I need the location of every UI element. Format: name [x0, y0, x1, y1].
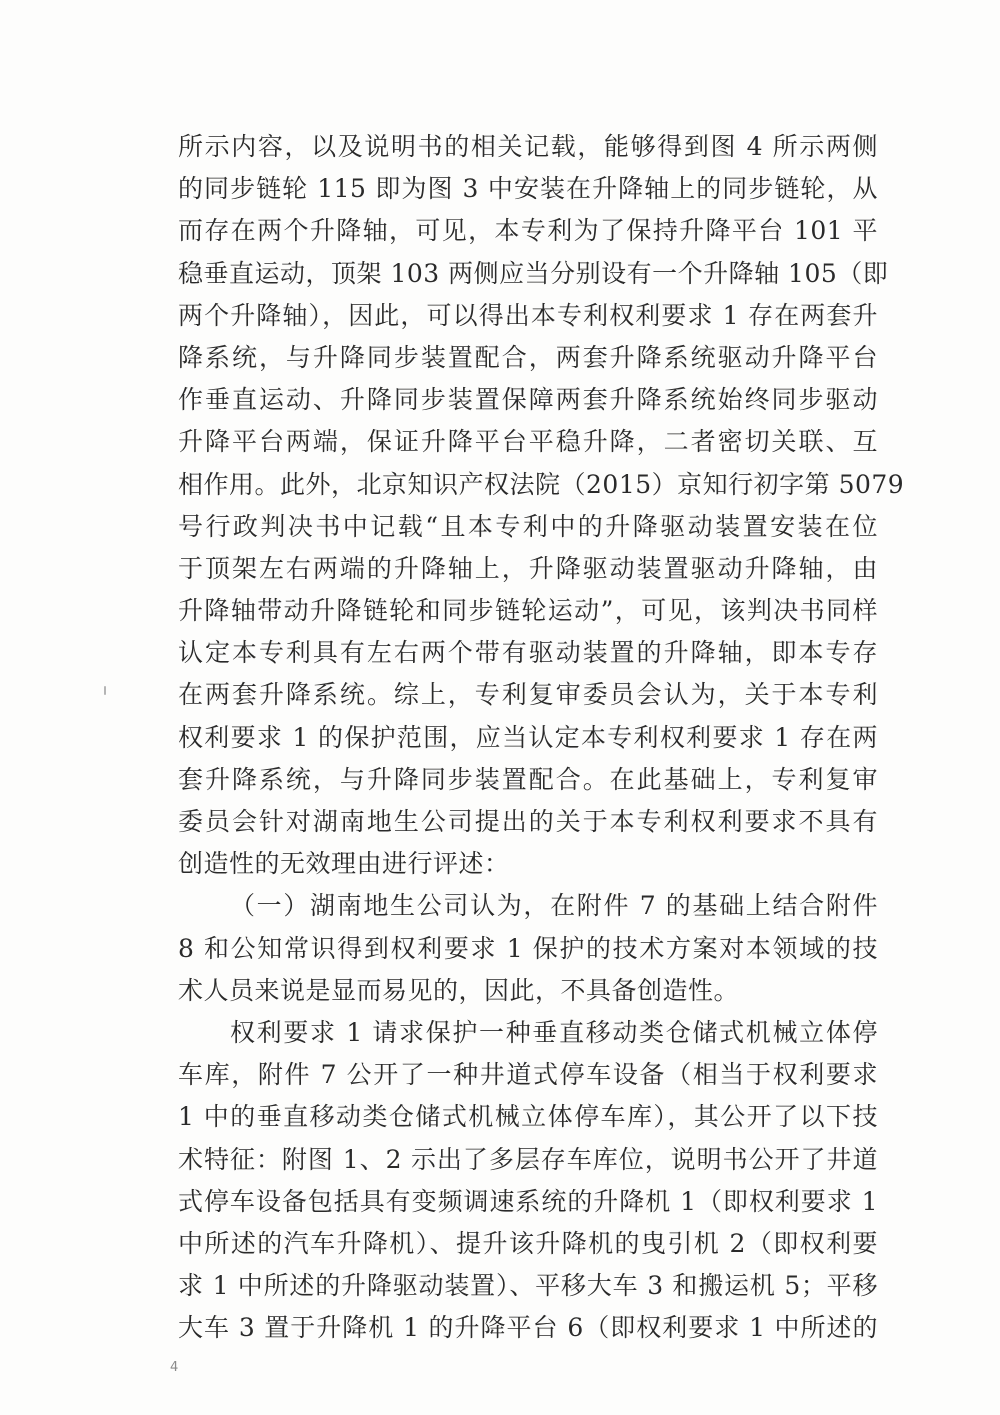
- text-line-24: 1 中的垂直移动类仓储式机械立体停车库），其公开了以下技: [178, 1102, 878, 1132]
- scan-speck: [104, 686, 106, 695]
- text-line-9: 相作用。此外，北京知识产权法院（2015）京知行初字第 5079: [178, 469, 905, 499]
- text-line-15: 权利要求 1 的保护范围，应当认定本专利权利要求 1 存在两: [178, 722, 878, 752]
- text-line-2: 的同步链轮 115 即为图 3 中安装在升降轴上的同步链轮，从: [178, 174, 878, 204]
- text-line-1: 所示内容，以及说明书的相关记载，能够得到图 4 所示两侧: [178, 132, 878, 161]
- text-line-20: 8 和公知常识得到权利要求 1 保护的技术方案对本领域的技: [178, 933, 878, 963]
- text-line-27: 中所述的汽车升降机）、提升该升降机的曳引机 2（即权利要: [178, 1228, 878, 1258]
- text-line-19: （一）湖南地生公司认为，在附件 7 的基础上结合附件: [230, 891, 878, 921]
- text-line-23: 车库，附件 7 公开了一种井道式停车设备（相当于权利要求: [178, 1060, 878, 1090]
- text-line-13: 认定本专利具有左右两个带有驱动装置的升降轴，即本专存: [178, 638, 878, 668]
- text-line-28: 求 1 中所述的升降驱动装置）、平移大车 3 和搬运机 5；平移: [178, 1271, 878, 1301]
- text-line-25: 术特征：附图 1、2 示出了多层存车库位，说明书公开了井道: [178, 1144, 878, 1174]
- text-line-14: 在两套升降系统。综上，专利复审委员会认为，关于本专利: [178, 680, 878, 710]
- text-line-8: 升降平台两端，保证升降平台平稳升降，二者密切关联、互: [178, 427, 878, 457]
- text-line-29: 大车 3 置于升降机 1 的升降平台 6（即权利要求 1 中所述的: [178, 1313, 878, 1343]
- text-line-26: 式停车设备包括具有变频调速系统的升降机 1（即权利要求 1: [178, 1186, 878, 1216]
- text-line-7: 作垂直运动、升降同步装置保障两套升降系统始终同步驱动: [178, 385, 878, 415]
- text-line-6: 降系统，与升降同步装置配合，两套升降系统驱动升降平台: [178, 342, 878, 372]
- text-line-12: 升降轴带动升降链轮和同步链轮运动”，可见，该判决书同样: [178, 596, 878, 626]
- body-text: [178, 126, 905, 1349]
- text-line-5: 两个升降轴），因此，可以得出本专利权利要求 1 存在两套升: [178, 300, 878, 330]
- text-line-16: 套升降系统，与升降同步装置配合。在此基础上，专利复审: [178, 764, 878, 794]
- text-line-4: 稳垂直运动，顶架 103 两侧应当分别设有一个升降轴 105（即: [178, 258, 889, 288]
- text-line-3: 而存在两个升降轴，可见，本专利为了保持升降平台 101 平: [178, 216, 878, 246]
- text-line-10: 号行政判决书中记载“且本专利中的升降驱动装置安装在位: [178, 511, 878, 541]
- page-number: 4: [170, 1360, 179, 1375]
- text-line-22: 权利要求 1 请求保护一种垂直移动类仓储式机械立体停: [230, 1017, 878, 1047]
- text-line-18: 创造性的无效理由进行评述：: [178, 849, 510, 879]
- text-line-21: 术人员来说是显而易见的，因此，不具备创造性。: [178, 975, 740, 1005]
- text-line-17: 委员会针对湖南地生公司提出的关于本专利权利要求不具有: [178, 807, 878, 836]
- text-line-11: 于顶架左右两端的升降轴上，升降驱动装置驱动升降轴，由: [178, 553, 878, 583]
